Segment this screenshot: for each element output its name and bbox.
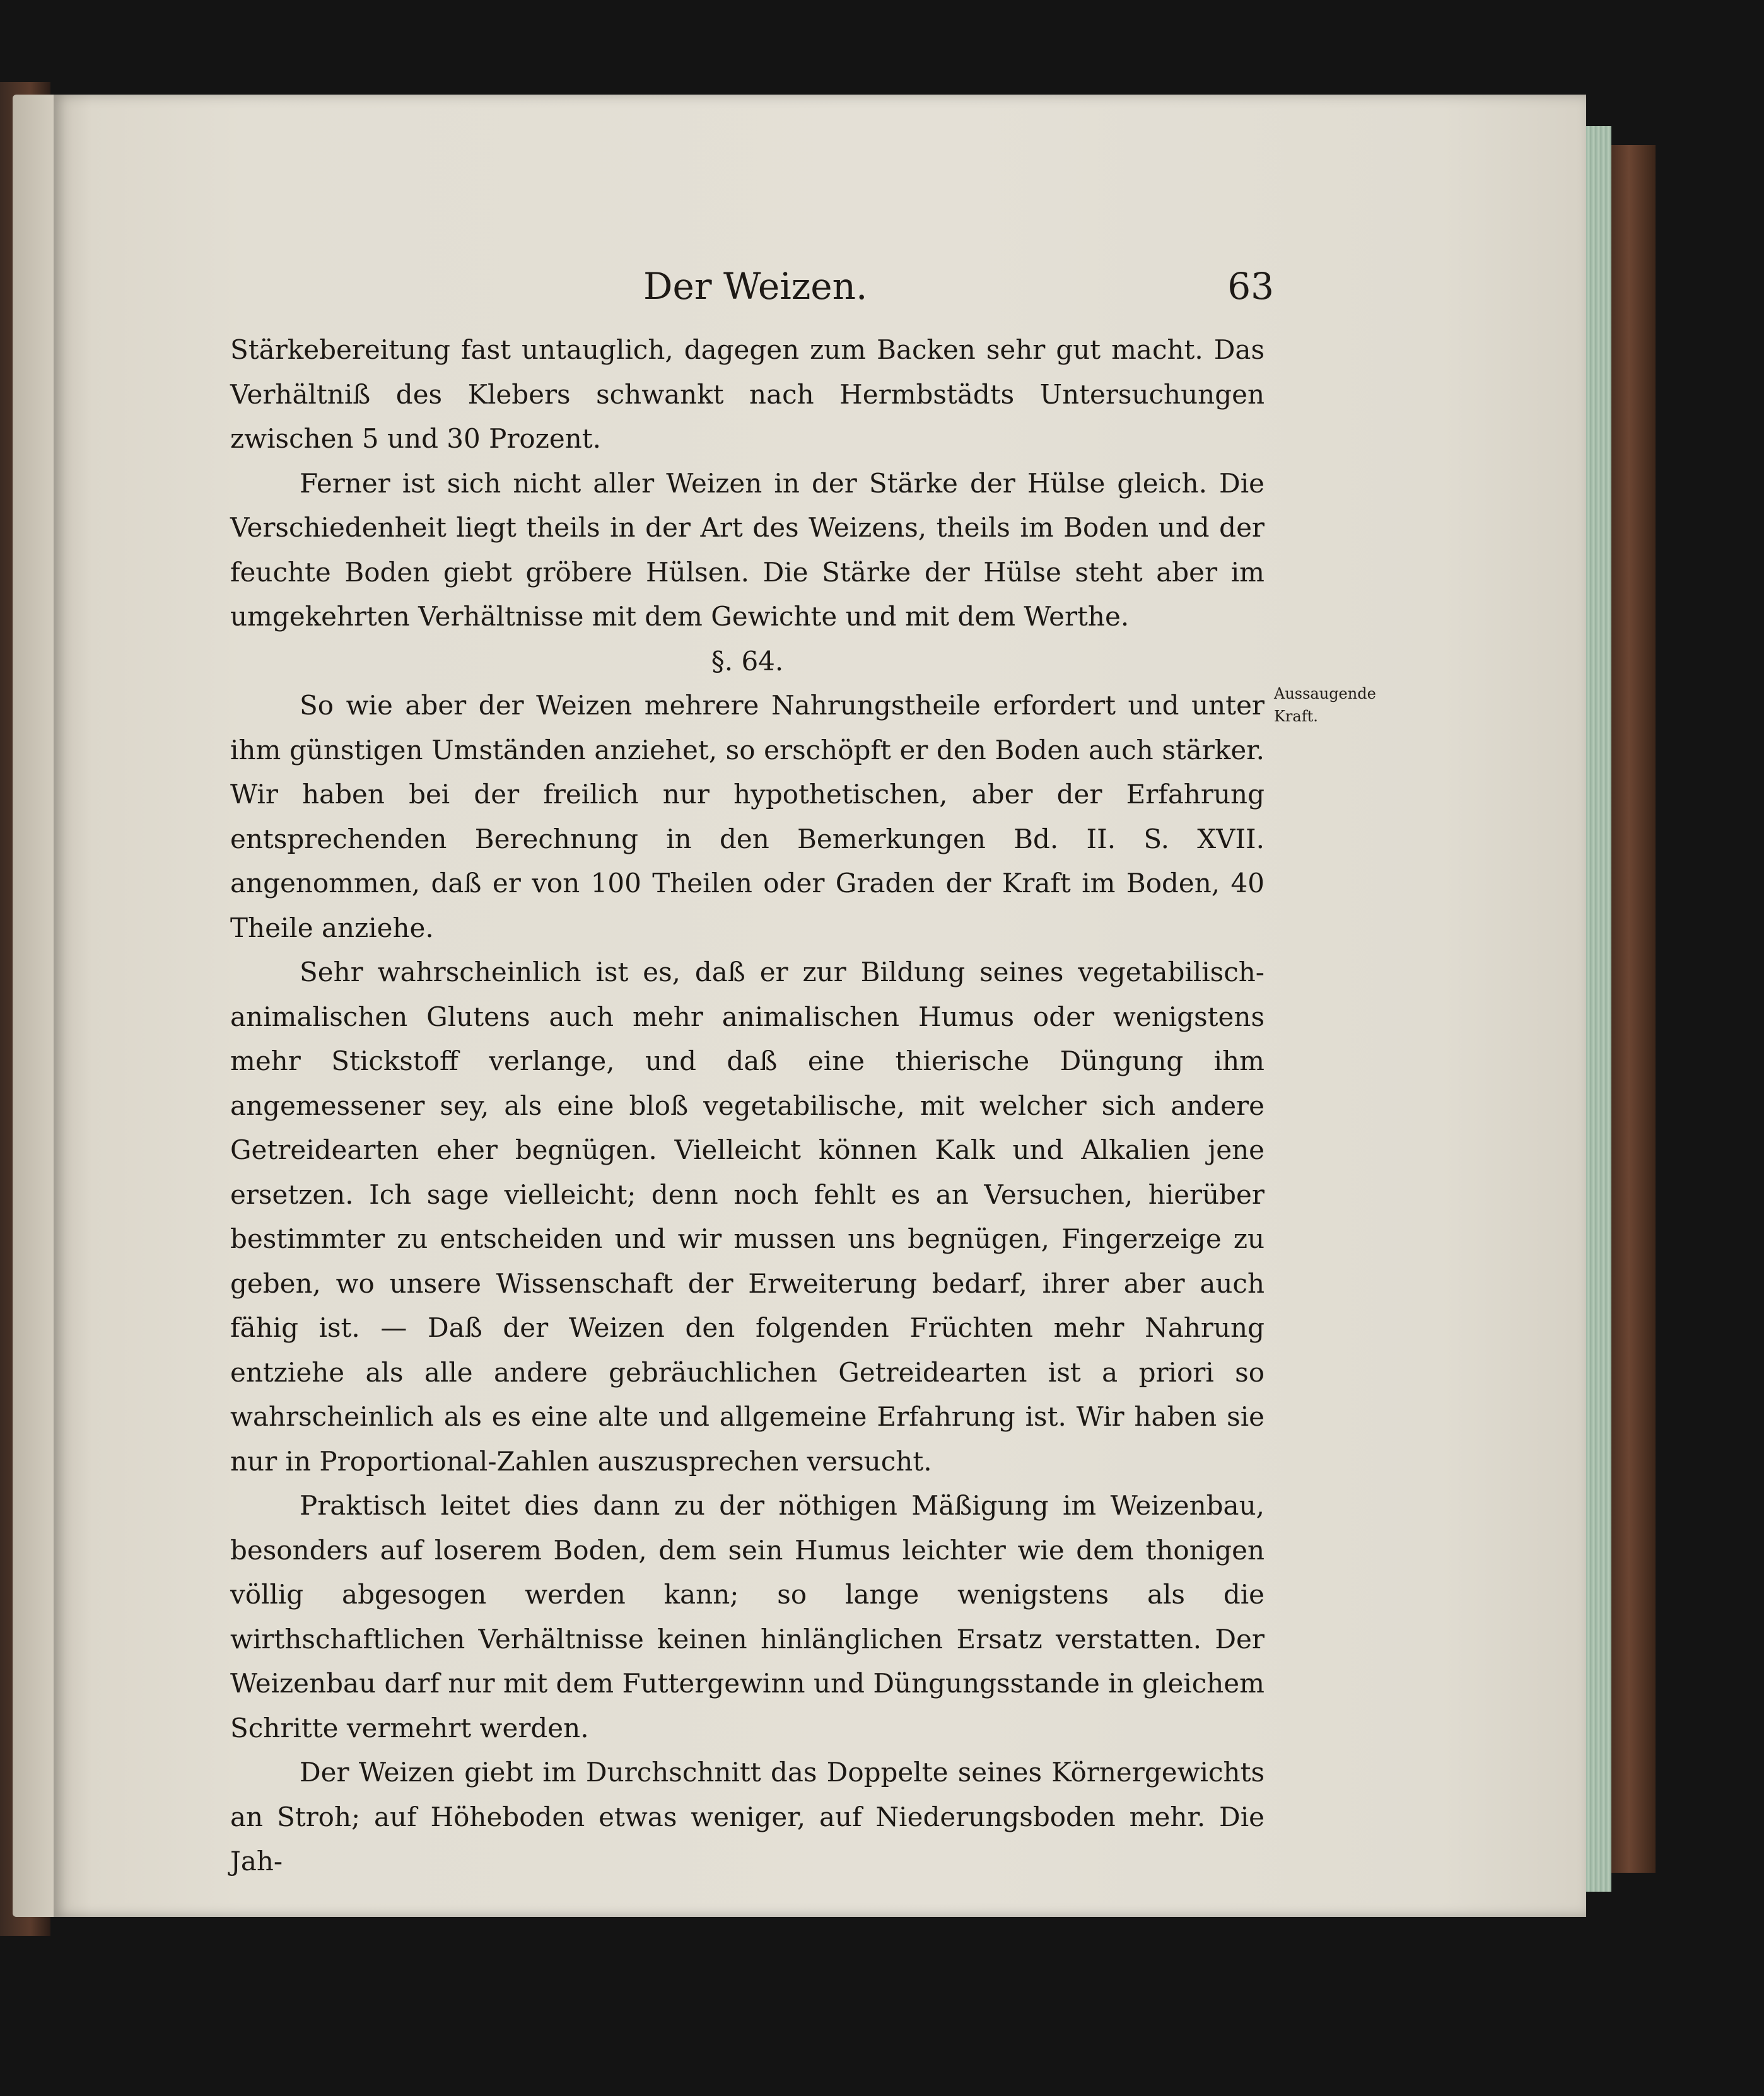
page-header bbox=[643, 265, 1274, 315]
margin-note: Aussaugende Kraft. bbox=[1274, 685, 1376, 725]
paragraph: Stärkebereitung fast untauglich, dagegen zum Backen sehr gut macht. Das Verhältniß des Klebers schwankt nach Hermbstädts Untersuchungen zwischen 5 und 30 Prozent. bbox=[230, 334, 1265, 454]
page-block-edge bbox=[1586, 126, 1611, 1892]
running-title: Der Weizen. bbox=[643, 265, 868, 308]
paragraph: Sehr wahrscheinlich ist es, daß er zur Bildung seines vegetabilisch-animalischen Glutens auch mehr animalischen Humus oder wenigstens mehr Stickstoff verlange, und daß eine thierische Düngung ihm angemessener sey, als eine bloß vegetabilische, mit welcher sich andere Getreidearten eher begnügen. Vielleicht können Kalk und Alkalien jene ersetzen. Ich sage vielleicht; denn noch fehlt es an Versuchen, hierüber bestimmter zu entscheiden und wir mussen uns begnügen, Fingerzeige zu geben, wo unsere Wissenschaft der Erweiterung bedarf, ihrer aber auch fähig ist. — Daß der Weizen den folgenden Früchten mehr Nahrung entziehe als alle andere gebräuchlichen Getreidearten ist a priori so wahrscheinlich als es eine alte und allgemeine Erfahrung ist. Wir haben sie nur in Proportional-Zahlen auszusprechen versucht. bbox=[230, 957, 1265, 1477]
page-number: 63 bbox=[1227, 265, 1274, 308]
book-cover-right bbox=[1611, 145, 1656, 1873]
paragraph: Ferner ist sich nicht aller Weizen in der Stärke der Hülse gleich. Die Verschiedenheit liegt theils in der Art des Weizens, theils im Boden und der feuchte Boden giebt gröbere Hülsen. Die Stärke der Hülse steht aber im umgekehrten Verhältnisse mit dem Gewichte und mit dem Werthe. bbox=[230, 467, 1265, 632]
section-heading: §. 64. bbox=[711, 645, 784, 677]
paragraph: So wie aber der Weizen mehrere Nahrungstheile erfordert und unter ihm günstigen Umständen anziehet, so erschöpft er den Boden auch stärker. Wir haben bei der freilich nur hypothetischen, aber der Erfahrung entsprechenden Berechnung in den Bemerkungen Bd. II. S. XVII. angenommen, daß er von 100 Theilen oder Graden der Kraft im Boden, 40 Theile anziehe. bbox=[230, 690, 1265, 943]
paragraph: Der Weizen giebt im Durchschnitt das Doppelte seines Körnergewichts an Stroh; auf Höheboden etwas weniger, auf Niederungsboden mehr. Die Jah- bbox=[230, 1757, 1265, 1877]
page-body bbox=[230, 328, 1265, 1884]
paragraph: Praktisch leitet dies dann zu der nöthigen Mäßigung im Weizenbau, besonders auf loserem Boden, dem sein Humus leichter wie dem thonigen völlig abgesogen werden kann; so lange wenigstens als die wirthschaftlichen Verhältnisse keinen hinlänglichen Ersatz verstatten. Der Weizenbau darf nur mit dem Futtergewinn und Düngungsstande in gleichem Schritte vermehrt werden. bbox=[230, 1490, 1265, 1744]
